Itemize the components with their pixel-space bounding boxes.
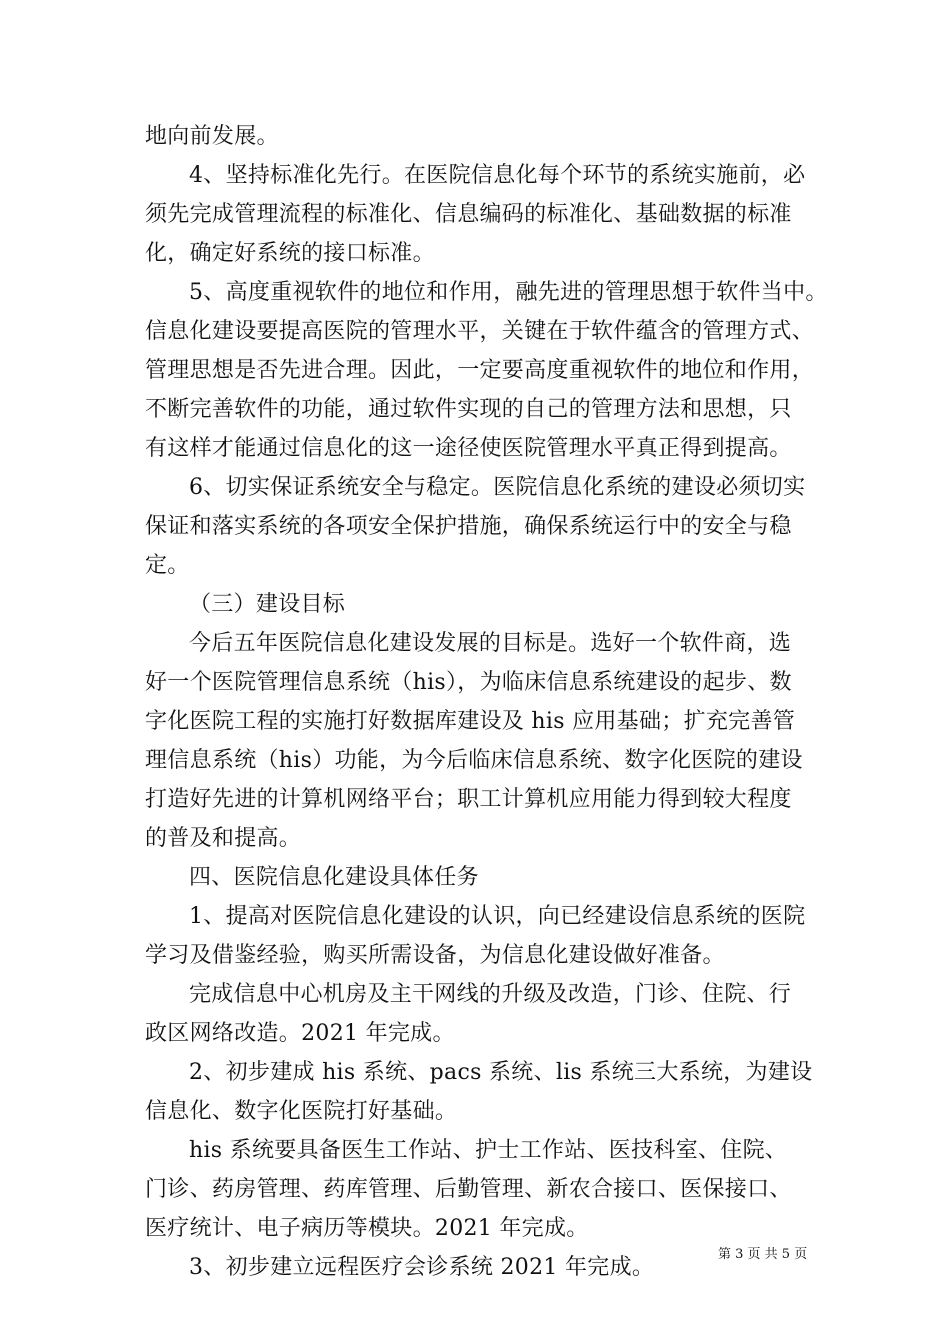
text-line: 不断完善软件的功能，通过软件实现的自己的管理方法和思想，只	[145, 397, 792, 422]
text-line: 字化医院工程的实施打好数据库建设及 his 应用基础；扩充完善管	[145, 709, 796, 734]
text-line: 打造好先进的计算机网络平台；职工计算机应用能力得到较大程度	[145, 787, 792, 812]
text-line: 信息化、数字化医院打好基础。	[145, 1099, 458, 1124]
text-line: 学习及借鉴经验，购买所需设备，为信息化建设做好准备。	[145, 943, 725, 968]
text-line: 4、坚持标准化先行。在医院信息化每个环节的系统实施前，必	[189, 163, 806, 188]
text-line: 好一个医院管理信息系统（his），为临床信息系统建设的起步、数	[145, 670, 792, 695]
section-heading: （三）建设目标	[189, 592, 346, 617]
document-body	[145, 117, 828, 1287]
text-line: 须先完成管理流程的标准化、信息编码的标准化、基础数据的标准	[145, 202, 792, 227]
text-line: 完成信息中心机房及主干网线的升级及改造，门诊、住院、行	[189, 982, 792, 1007]
text-line: 信息化建设要提高医院的管理水平，关键在于软件蕴含的管理方式、	[145, 319, 815, 344]
text-line: 地向前发展。	[145, 124, 279, 149]
text-line: 3、初步建立远程医疗会诊系统 2021 年完成。	[189, 1255, 655, 1280]
text-line: 1、提高对医院信息化建设的认识，向已经建设信息系统的医院	[189, 904, 806, 929]
text-line: 5、高度重视软件的地位和作用，融先进的管理思想于软件当中。	[189, 280, 828, 305]
text-line: 管理思想是否先进合理。因此，一定要高度重视软件的地位和作用，	[145, 358, 815, 383]
text-line: 化，确定好系统的接口标准。	[145, 241, 435, 266]
section-heading: 四、医院信息化建设具体任务	[189, 865, 479, 890]
text-line: 今后五年医院信息化建设发展的目标是。选好一个软件商，选	[189, 631, 792, 656]
text-line: 有这样才能通过信息化的这一途径使医院管理水平真正得到提高。	[145, 436, 792, 461]
text-line: 6、切实保证系统安全与稳定。医院信息化系统的建设必须切实	[189, 475, 806, 500]
text-line: 2、初步建成 his 系统、pacs 系统、lis 系统三大系统，为建设	[189, 1060, 813, 1085]
text-line: 政区网络改造。2021 年完成。	[145, 1021, 455, 1046]
text-line: 保证和落实系统的各项安全保护措施，确保系统运行中的安全与稳	[145, 514, 792, 539]
text-line: his 系统要具备医生工作站、护士工作站、医技科室、住院、	[189, 1138, 788, 1163]
text-line: 理信息系统（his）功能，为今后临床信息系统、数字化医院的建设	[145, 748, 803, 773]
text-line: 医疗统计、电子病历等模块。2021 年完成。	[145, 1216, 589, 1241]
text-line: 定。	[145, 553, 190, 578]
text-line: 门诊、药房管理、药库管理、后勤管理、新农合接口、医保接口、	[145, 1177, 792, 1202]
text-line: 的普及和提高。	[145, 826, 302, 851]
page-number: 第 3 页 共 5 页	[718, 1247, 808, 1262]
